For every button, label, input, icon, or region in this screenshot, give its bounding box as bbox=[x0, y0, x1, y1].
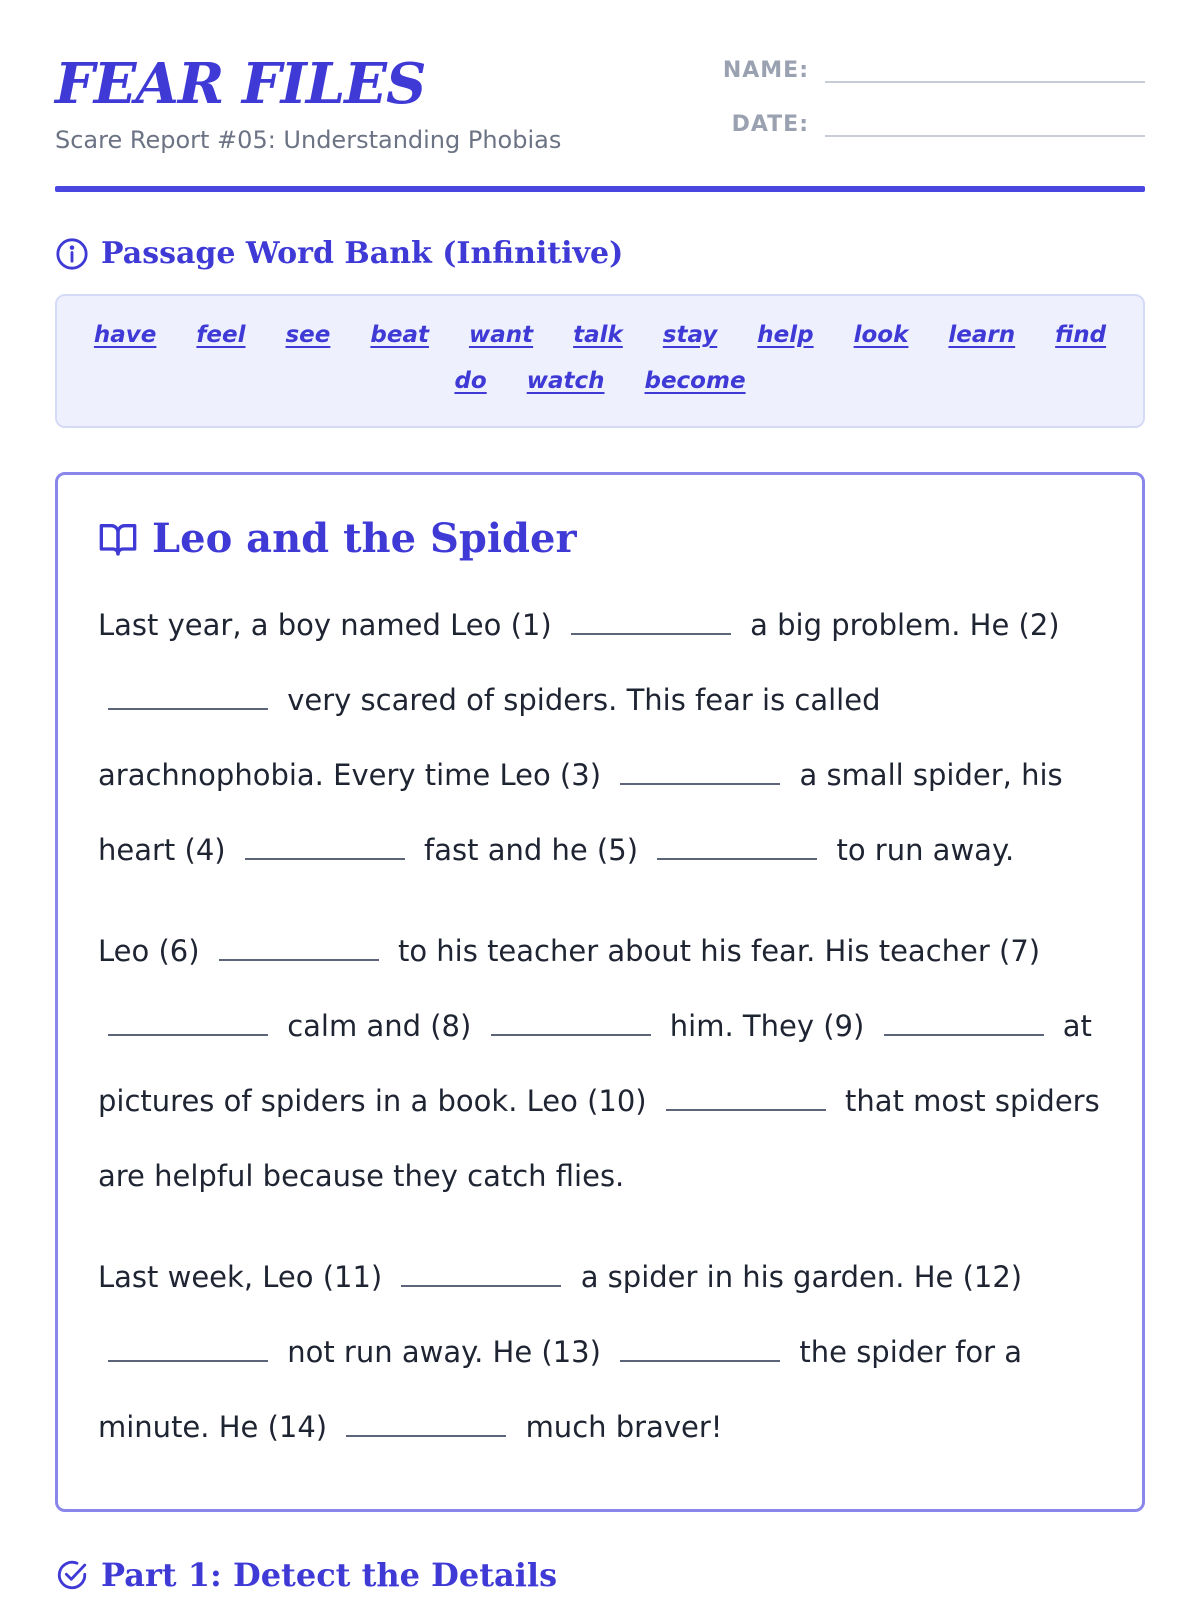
word-bank-word[interactable]: see bbox=[285, 322, 331, 348]
story-text: to run away. bbox=[836, 833, 1015, 867]
story-title-text: Leo and the Spider bbox=[152, 515, 577, 562]
story-text: that most spiders are helpful because they catch flies. bbox=[98, 1084, 1100, 1193]
part1-heading bbox=[55, 1556, 557, 1594]
answer-blank-11[interactable] bbox=[401, 1263, 561, 1287]
name-line[interactable] bbox=[825, 59, 1145, 83]
answer-blank-10[interactable] bbox=[666, 1087, 826, 1111]
word-bank-word[interactable]: talk bbox=[573, 322, 623, 348]
answer-blank-5[interactable] bbox=[657, 836, 817, 860]
story-body bbox=[98, 588, 1102, 1465]
word-bank-heading bbox=[55, 236, 623, 271]
story-text: much braver! bbox=[525, 1410, 723, 1444]
story-text: him. They (9) bbox=[669, 1009, 865, 1043]
date-line[interactable] bbox=[825, 113, 1145, 137]
answer-blank-9[interactable] bbox=[884, 1012, 1044, 1036]
answer-blank-2[interactable] bbox=[108, 686, 268, 710]
story-text: Last week, Leo (11) bbox=[98, 1260, 383, 1294]
story-text: to his teacher about his fear. His teacher (7) bbox=[397, 934, 1041, 968]
worksheet-subtitle: Scare Report #05: Understanding Phobias bbox=[55, 126, 562, 154]
answer-blank-7[interactable] bbox=[108, 1012, 268, 1036]
date-label: DATE: bbox=[731, 112, 809, 137]
word-bank-word[interactable]: want bbox=[468, 322, 534, 348]
answer-blank-6[interactable] bbox=[219, 937, 379, 961]
word-bank-word[interactable]: look bbox=[853, 322, 909, 348]
date-field bbox=[679, 112, 1145, 137]
story-text: not run away. He (13) bbox=[287, 1335, 601, 1369]
answer-blank-8[interactable] bbox=[491, 1012, 651, 1036]
story-text: a spider in his garden. He (12) bbox=[580, 1260, 1023, 1294]
word-bank bbox=[55, 294, 1145, 428]
worksheet-title: FEAR FILES bbox=[55, 51, 426, 117]
story-text: calm and (8) bbox=[287, 1009, 472, 1043]
answer-blank-12[interactable] bbox=[108, 1338, 268, 1362]
word-bank-word[interactable]: watch bbox=[526, 368, 605, 394]
name-label: NAME: bbox=[722, 58, 809, 83]
story-text: the spider for a minute. He (14) bbox=[98, 1335, 1023, 1444]
story-text: a small spider, his heart (4) bbox=[98, 758, 1063, 867]
story-text: at pictures of spiders in a book. Leo (10) bbox=[98, 1009, 1092, 1118]
answer-blank-4[interactable] bbox=[245, 836, 405, 860]
story-paragraph bbox=[98, 1240, 1102, 1465]
word-bank-word[interactable]: do bbox=[454, 368, 487, 394]
word-bank-word[interactable]: beat bbox=[370, 322, 429, 348]
story-paragraph bbox=[98, 588, 1102, 888]
story-text: fast and he (5) bbox=[424, 833, 639, 867]
check-circle-icon bbox=[55, 1558, 89, 1592]
info-circle-icon bbox=[55, 237, 89, 271]
word-bank-word[interactable]: help bbox=[757, 322, 814, 348]
word-bank-word[interactable]: learn bbox=[948, 322, 1016, 348]
word-bank-word[interactable]: find bbox=[1055, 322, 1107, 348]
word-bank-heading-text: Passage Word Bank (Infinitive) bbox=[101, 236, 624, 271]
story-card bbox=[55, 472, 1145, 1512]
word-bank-word[interactable]: have bbox=[93, 322, 157, 348]
answer-blank-13[interactable] bbox=[620, 1338, 780, 1362]
header-divider bbox=[55, 186, 1145, 192]
story-text: Leo (6) bbox=[98, 934, 200, 968]
name-field bbox=[679, 58, 1145, 83]
part1-heading-text: Part 1: Detect the Details bbox=[101, 1556, 558, 1594]
word-bank-word[interactable]: become bbox=[644, 368, 746, 394]
worksheet-header bbox=[55, 0, 1145, 195]
open-book-icon bbox=[98, 519, 138, 559]
story-text: very scared of spiders. This fear is called arachnophobia. Every time Leo (3) bbox=[98, 683, 881, 792]
worksheet-page bbox=[55, 0, 1145, 1594]
story-text: a big problem. He (2) bbox=[750, 608, 1060, 642]
word-bank-word[interactable]: feel bbox=[196, 322, 246, 348]
word-bank-word[interactable]: stay bbox=[662, 322, 718, 348]
story-text: Last year, a boy named Leo (1) bbox=[98, 608, 552, 642]
story-title bbox=[98, 515, 1102, 562]
answer-blank-1[interactable] bbox=[571, 611, 731, 635]
answer-blank-3[interactable] bbox=[620, 761, 780, 785]
story-paragraph bbox=[98, 914, 1102, 1214]
answer-blank-14[interactable] bbox=[346, 1413, 506, 1437]
